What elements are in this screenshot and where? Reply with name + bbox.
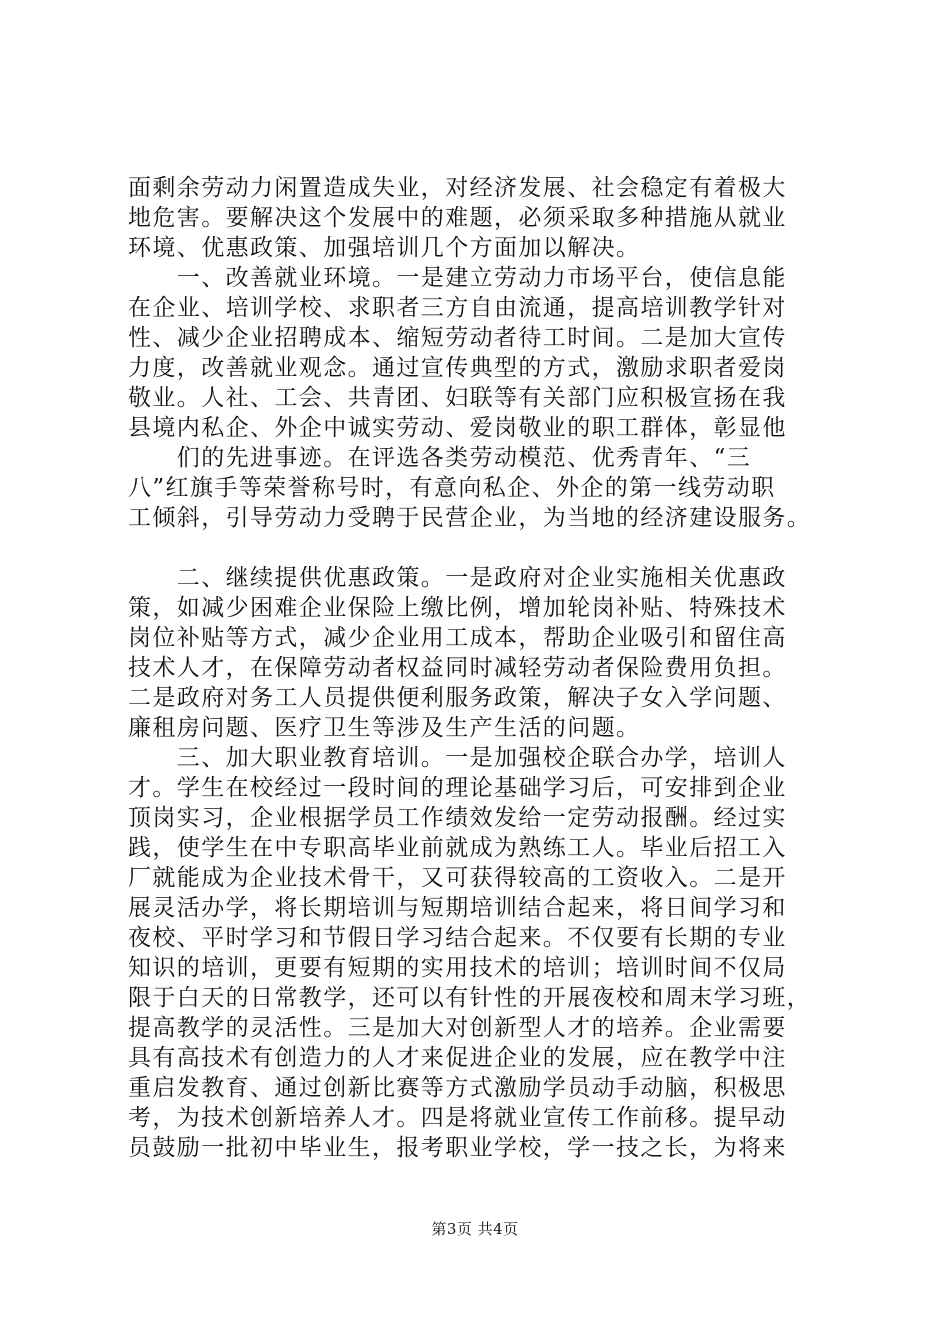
text-line: 具有高技术有创造力的人才来促进企业的发展，应在教学中注 bbox=[128, 1045, 787, 1071]
text-line: 展灵活办学，将长期培训与短期培训结合起来，将日间学习和 bbox=[128, 895, 787, 921]
text-line: 面剩余劳动力闲置造成失业，对经济发展、社会稳定有着极大 bbox=[128, 175, 787, 201]
text-line: 策，如减少困难企业保险上缴比例，增加轮岗补贴、特殊技术 bbox=[128, 595, 787, 621]
text-line: 工倾斜，引导劳动力受聘于民营企业，为当地的经济建设服务。 bbox=[128, 505, 812, 531]
text-line: 县境内私企、外企中诚实劳动、爱岗敬业的职工群体，彰显他 bbox=[128, 415, 787, 441]
text-line: 员鼓励一批初中毕业生，报考职业学校，学一技之长，为将来 bbox=[128, 1135, 787, 1161]
text-line: 重启发教育、通过创新比赛等方式激励学员动手动脑，积极思 bbox=[128, 1075, 787, 1101]
text-line: 夜校、平时学习和节假日学习结合起来。不仅要有长期的专业 bbox=[128, 925, 787, 951]
text-line: 知识的培训，更要有短期的实用技术的培训；培训时间不仅局 bbox=[128, 955, 787, 981]
text-line: 提高教学的灵活性。三是加大对创新型人才的培养。企业需要 bbox=[128, 1015, 787, 1041]
text-line: 厂就能成为企业技术骨干，又可获得较高的工资收入。二是开 bbox=[128, 865, 787, 891]
text-line: 践，使学生在中专职高毕业前就成为熟练工人。毕业后招工入 bbox=[128, 835, 787, 861]
text-line: 力度，改善就业观念。通过宣传典型的方式，激励求职者爱岗 bbox=[128, 355, 787, 381]
text-line: 地危害。要解决这个发展中的难题，必须采取多种措施从就业 bbox=[128, 205, 787, 231]
page-footer: 第3页 共4页 bbox=[431, 1220, 519, 1238]
text-line: 环境、优惠政策、加强培训几个方面加以解决。 bbox=[128, 235, 641, 261]
text-line: 限于白天的日常教学，还可以有针性的开展夜校和周末学习班， bbox=[128, 985, 812, 1011]
text-line: 顶岗实习，企业根据学员工作绩效发给一定劳动报酬。经过实 bbox=[128, 805, 787, 831]
text-line: 廉租房问题、医疗卫生等涉及生产生活的问题。 bbox=[128, 715, 641, 741]
text-line: 二是政府对务工人员提供便利服务政策，解决子女入学问题、 bbox=[128, 685, 787, 711]
text-line: 二、继续提供优惠政策。一是政府对企业实施相关优惠政 bbox=[128, 565, 787, 591]
text-line: 们的先进事迹。在评选各类劳动模范、优秀青年、“三 bbox=[128, 445, 752, 471]
text-line: 敬业。人社、工会、共青团、妇联等有关部门应积极宣扬在我 bbox=[128, 385, 787, 411]
text-line: 考，为技术创新培养人才。四是将就业宣传工作前移。提早动 bbox=[128, 1105, 787, 1131]
text-line: 三、加大职业教育培训。一是加强校企联合办学，培训人 bbox=[128, 745, 787, 771]
text-line: 一、改善就业环境。一是建立劳动力市场平台，使信息能 bbox=[128, 265, 787, 291]
text-line: 性、减少企业招聘成本、缩短劳动者待工时间。二是加大宣传 bbox=[128, 325, 787, 351]
text-line: 八”红旗手等荣誉称号时，有意向私企、外企的第一线劳动职 bbox=[128, 475, 776, 501]
text-line: 才。学生在校经过一段时间的理论基础学习后，可安排到企业 bbox=[128, 775, 787, 801]
text-line: 技术人才，在保障劳动者权益同时减轻劳动者保险费用负担。 bbox=[128, 655, 787, 681]
text-line: 岗位补贴等方式，减少企业用工成本，帮助企业吸引和留住高 bbox=[128, 625, 787, 651]
text-line: 在企业、培训学校、求职者三方自由流通，提高培训教学针对 bbox=[128, 295, 787, 321]
